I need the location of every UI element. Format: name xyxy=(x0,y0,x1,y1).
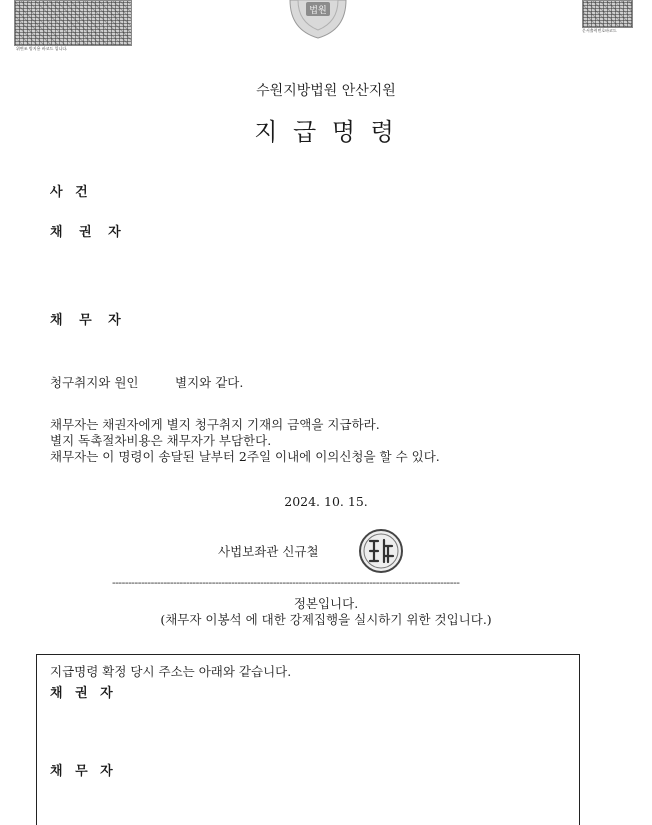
issue-date: 2024. 10. 15. xyxy=(284,494,368,509)
claim-label: 청구취지와 원인 xyxy=(50,375,139,390)
order-line-1: 채무자는 채권자에게 별지 청구취지 기재의 금액을 지급하라. xyxy=(50,417,380,432)
claim-value: 별지와 같다. xyxy=(175,375,244,390)
divider-dashes: ------------------------------------------------------------------------------------------------------------ xyxy=(112,576,460,589)
document-barcode-caption: 문서출력번호바코드 xyxy=(582,28,617,33)
creditor-label: 채 권 자 xyxy=(50,225,127,240)
document-barcode xyxy=(582,0,633,28)
page-title: 지 급 명 령 xyxy=(254,118,398,146)
official-title-name: 사법보좌관 신규철 xyxy=(218,544,319,559)
address-heading: 지급명령 확정 당시 주소는 아래와 같습니다. xyxy=(50,664,292,679)
anti-forgery-barcode xyxy=(14,0,132,46)
address-debtor-label: 채 무 자 xyxy=(50,764,117,779)
court-name: 수원지방법원 안산지원 xyxy=(256,83,396,99)
anti-forgery-barcode-caption: 위변조 방지용 바코드 입니다. xyxy=(16,46,68,51)
official-seal-icon xyxy=(358,528,404,574)
certification-line-1: 정본입니다. xyxy=(293,596,359,611)
court-emblem-text: 법원 xyxy=(309,6,327,16)
address-creditor-label: 채 권 자 xyxy=(50,686,117,701)
case-label: 사 건 xyxy=(50,185,92,200)
order-line-3: 채무자는 이 명령이 송달된 날부터 2주일 이내에 이의신청을 할 수 있다. xyxy=(50,449,440,464)
certification-line-2: (채무자 이봉석 에 대한 강제집행을 실시하기 위한 것입니다.) xyxy=(160,612,492,627)
order-line-2: 별지 독촉절차비용은 채무자가 부담한다. xyxy=(50,433,272,448)
debtor-label: 채 무 자 xyxy=(50,313,127,328)
